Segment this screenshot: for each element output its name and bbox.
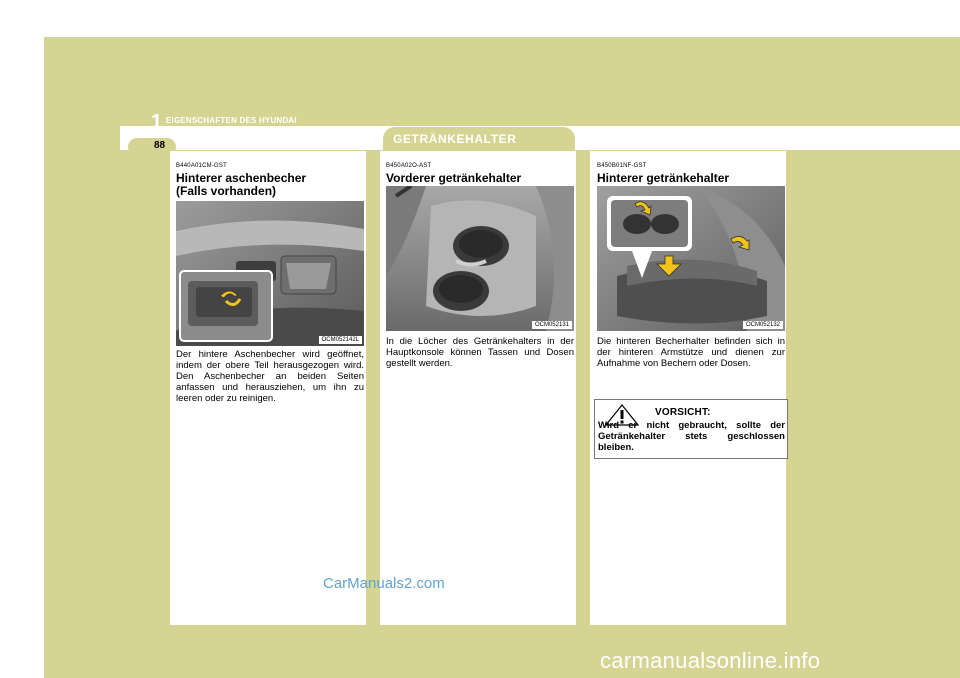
photo-code: OCM052132 — [743, 321, 783, 329]
watermark-carmanualsonline: carmanualsonline.info — [600, 648, 821, 673]
section-title: GETRÄNKEHALTER — [393, 132, 517, 146]
photo-code: OCM052131 — [532, 321, 572, 329]
section-heading: Vorderer getränkehalter — [386, 171, 522, 185]
warning-title: VORSICHT: — [655, 407, 711, 418]
section-code: B450A02O-AST — [386, 163, 432, 169]
warning-box — [594, 399, 788, 459]
body-text: In die Löcher des Getränkehalters in der Hauptkonsole können Tassen und Dosen gestellt werden. — [386, 336, 574, 369]
watermark-carmanuals2: CarManuals2.com — [323, 575, 445, 592]
section-heading-sub: (Falls vorhanden) — [176, 184, 277, 198]
page-number-tab — [128, 138, 176, 156]
section-code: B440A01CM-GST — [176, 163, 227, 169]
section-heading: Hinterer aschenbecher — [176, 171, 307, 185]
section-code: B450B01NF-GST — [597, 163, 647, 169]
body-text: Der hintere Aschenbecher wird geöffnet, indem der obere Teil herausgezogen wird. Den Aschenbecher an beiden Seiten anfassen und herausziehen, um ihn zu leeren oder zu reinigen. — [176, 349, 364, 404]
warning-text: Wird er nicht gebraucht, sollte der Getränkehalter stets geschlossen bleiben. — [598, 420, 785, 453]
body-text: Die hinteren Becherhalter befinden sich in der hinteren Armstütze und dienen zur Aufnahme von Bechern oder Dosen. — [597, 336, 785, 369]
chapter-title: EIGENSCHAFTEN DES HYUNDAI — [166, 116, 297, 125]
front-cupholder-photo — [386, 186, 574, 331]
ashtray-photo — [176, 201, 364, 346]
page-number: 88 — [154, 140, 166, 151]
rear-cupholder-photo — [597, 186, 785, 331]
photo-code: OCM052142L — [319, 336, 362, 344]
section-heading: Hinterer getränkehalter — [597, 171, 730, 185]
chapter-number: 1 — [151, 111, 163, 133]
